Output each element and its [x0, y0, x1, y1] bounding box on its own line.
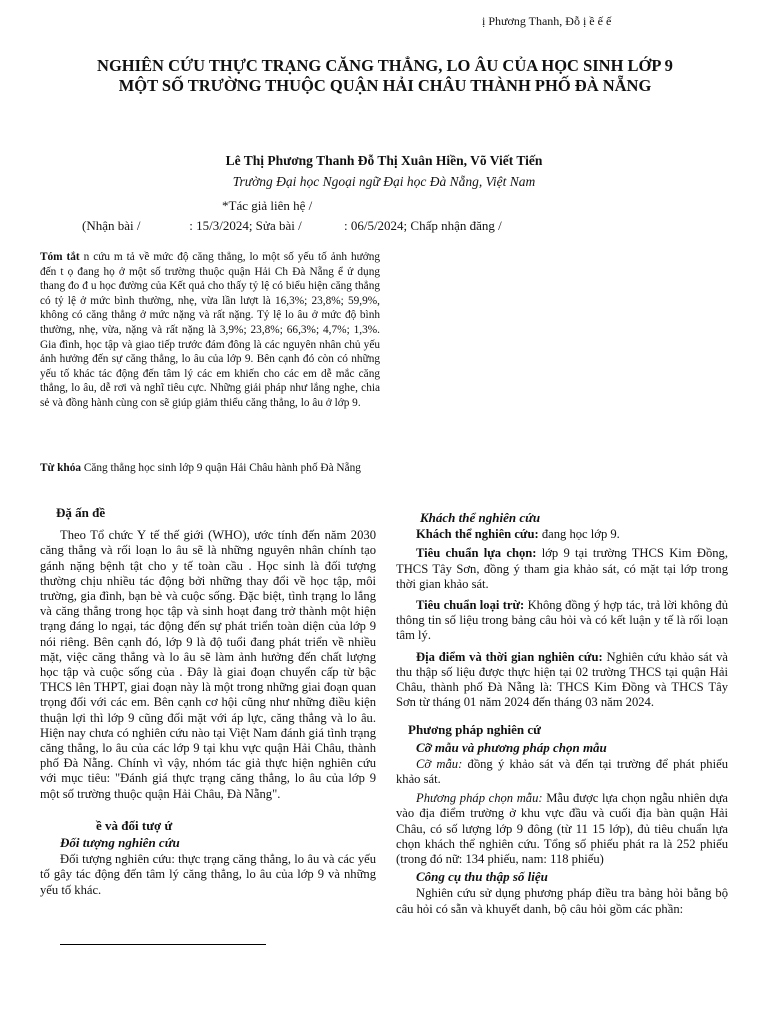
abstract-label: Tóm tắt — [40, 251, 80, 263]
sampling-text: Mẫu được lựa chọn ngẫu nhiên dựa vào địa điểm trường ở khu vực đầu và cuối địa bàn quận Hải Châu, có số lượng lớp 9 đông (từ 11 15 lớp), đủ tiêu chuẩn lựa chọn khách thể nghiên cứu. Tổng số phiếu phát ra là 252 phiếu (trong đó nữ: 134 phiếu, nam: 118 phiếu) — [396, 791, 729, 867]
location-label: Địa điểm và thời gian nghiên cứu: — [416, 649, 603, 664]
section-heading-method: Phương pháp nghiên cứ — [408, 722, 541, 738]
sample-size-text: đồng ý khảo sát và đến tại trường để phát phiếu khảo sát. — [396, 756, 728, 787]
paper-title — [40, 56, 730, 96]
inclusion-label: Tiêu chuẩn lựa chọn: — [416, 546, 537, 561]
keywords — [40, 461, 380, 476]
submission-dates: (Nhận bài / : 15/3/2024; Sửa bài / : 06/5/2024; Chấp nhận đăng / — [82, 218, 502, 233]
affiliation: Trường Đại học Ngoại ngữ Đại học Đà Nẵng, Việt Nam — [232, 174, 536, 189]
sample-size-label: Cỡ mẫu: — [416, 756, 463, 771]
location-text: Nghiên cứu khảo sát và thu thập số liệu được thực hiện tại 02 trường THCS tại quận Hải Châu, thành phố Đà Nẵng là: THCS Kim Đồng và THCS Tây Sơn từ tháng 01 năm 2024 đến tháng 03 năm 2024. — [396, 649, 728, 710]
authors: Lê Thị Phương Thanh Đỗ Thị Xuân Hiền, Võ Viết Tiến — [225, 153, 543, 168]
left-column — [40, 505, 376, 902]
sample-size-paragraph — [396, 757, 728, 787]
keywords-text: Căng thẳng học sinh lớp 9 quận Hải Châu hành phố Đà Nẵng — [81, 462, 361, 474]
subheading-tools: Công cụ thu thập số liệu — [416, 869, 548, 885]
right-column — [396, 508, 728, 917]
exclusion-paragraph — [396, 598, 728, 644]
exclusion-label: Tiêu chuẩn loại trừ: — [416, 598, 525, 613]
tools-paragraph: Nghiên cứu sử dụng phương pháp điều tra bảng hỏi bằng bộ câu hỏi có sẵn và khuyết danh, bộ câu hỏi gồm các phần: — [396, 886, 728, 916]
title-line-2: MỘT SỐ TRƯỜNG THUỘC QUẬN HẢI CHÂU THÀNH PHỐ ĐÀ NẴNG — [118, 76, 652, 95]
location-paragraph — [396, 650, 728, 711]
inclusion-text: lớp 9 tại trường THCS Kim Đồng, THCS Tây Sơn, đồng ý tham gia khảo sát, có mặt tại lớp trong thời gian khảo sát. — [396, 546, 728, 591]
participants-text: đang học lớp 9. — [538, 527, 620, 542]
sampling-label: Phương pháp chọn mẫu: — [416, 791, 543, 806]
participants-paragraph — [396, 527, 728, 542]
corresponding-author: *Tác giả liên hệ / — [222, 198, 313, 213]
participants-label: Khách thể nghiên cứu: — [416, 527, 539, 542]
subheading-subject: Đối tượng nghiên cứu — [60, 835, 180, 851]
running-head: ị Phương Thanh, Đỗ ị ề ế ế — [482, 14, 612, 28]
footnote-divider — [60, 944, 266, 945]
abstract — [40, 250, 380, 411]
exclusion-text: Không đồng ý hợp tác, trả lời không đủ thông tin số liệu trong bảng câu hỏi và có kết luận y tế là rối loạn tâm lý. — [396, 598, 728, 643]
title-line-1: NGHIÊN CỨU THỰC TRẠNG CĂNG THẲNG, LO ÂU CỦA HỌC SINH LỚP 9 — [97, 56, 673, 75]
sampling-paragraph — [396, 791, 728, 867]
section-heading-intro: Đặ ấn đề — [56, 505, 106, 520]
subheading-participants: Khách thể nghiên cứu — [420, 510, 541, 525]
section-heading-methods: ề và đối tượ ứ — [96, 817, 173, 833]
intro-paragraph: Theo Tổ chức Y tế thế giới (WHO), ước tính đến năm 2030 căng thẳng và rối loạn lo âu sẽ là những nguyên nhân chính tạo gánh nặng bệnh tật cho y tế toàn cầu . Học sinh là đối tượng thường chịu nhiều tác động bởi những thay đổi về học tập, môi trường, gia đình, bạn bè và cuộc sống. Đặc biệt, tình trạng lo lắng và căng thẳng trong học tập và sinh hoạt đang trở thành một hiện trạng đáng lo ngại, tác động đến sự phát triển toàn diện của lớp 9 nói riêng. Bên cạnh đó, lớp 9 là độ tuổi đang phát triển về nhiều mặt, việc căng thẳng và lo âu sẽ làm ảnh hưởng đến chất lượng học tập và cuộc sống của . Đây là giai đoạn chuyển cấp từ bậc THCS lên THPT, giai đoạn này là một trong những giai đoạn quan trọng đối với các em. Bên cạnh cơ hội cũng như những điều kiện thuận lợi thì lớp 9 cũng đối mặt với áp lực, căng thẳng và lo âu. Hiện nay chưa có nghiên cứu nào tại Việt Nam đánh giá tình trạng căng thẳng, lo âu của các lớp 9 tại khu vực quận Hải Châu, thành phố Đà Nẵng. Chính vì vậy, nhóm tác giả thực hiện nghiên cứu với mục tiêu: "Đánh giá thực trạng căng thẳng, lo âu của lớp 9 một số trường thuộc quận Hải Châu, Đà Nẵng". — [40, 528, 376, 801]
abstract-text: n cứu m tả về mức độ căng thẳng, lo một số yếu tố ảnh hưởng đến t ọ đang họ ở một số trường thuộc quận Hải Ch Đà Nẵng ể ử dụng thang đo đ u học đường của Kết quả cho thấy tỷ lệ có biểu hiện căng thẳng có tỷ lệ ở mức bình thường, nhẹ, vừa lần lượt là 16,3%; 23,8%; 59,9%, không có căng thẳng ở mức nặng và rất nặng. Tỷ lệ lo âu ở mức độ bình thường, nhẹ, vừa, nặng và rất nặng là 3,9%; 23,8%; 66,3%; 4,7%; 1,3%. Gia đình, học tập và giao tiếp trước đám đông là các nguyên nhân chủ yếu ảnh hưởng đến sự căng thẳng, lo âu của lớp 9. Bên cạnh đó còn có những yếu tố khác tác động đến tâm lý các em khiến cho các em dễ mắc căng thẳng, lo âu, dễ rơi và nghĩ tiêu cực. Những giải pháp như lắng nghe, chia sẻ và đồng hành cùng con sẽ giúp giảm thiểu căng thẳng, lo âu ở lớp 9. — [40, 251, 380, 409]
subject-paragraph: Đối tượng nghiên cứu: thực trạng căng thẳng, lo âu và các yếu tố gây tác động đến tâm lý căng thẳng, lo âu của lớp 9 và những yếu tố khác. — [40, 852, 376, 897]
keywords-label: Từ khóa — [40, 462, 82, 474]
inclusion-paragraph — [396, 546, 728, 592]
subheading-sample: Cỡ mẫu và phương pháp chọn mẫu — [416, 739, 607, 755]
